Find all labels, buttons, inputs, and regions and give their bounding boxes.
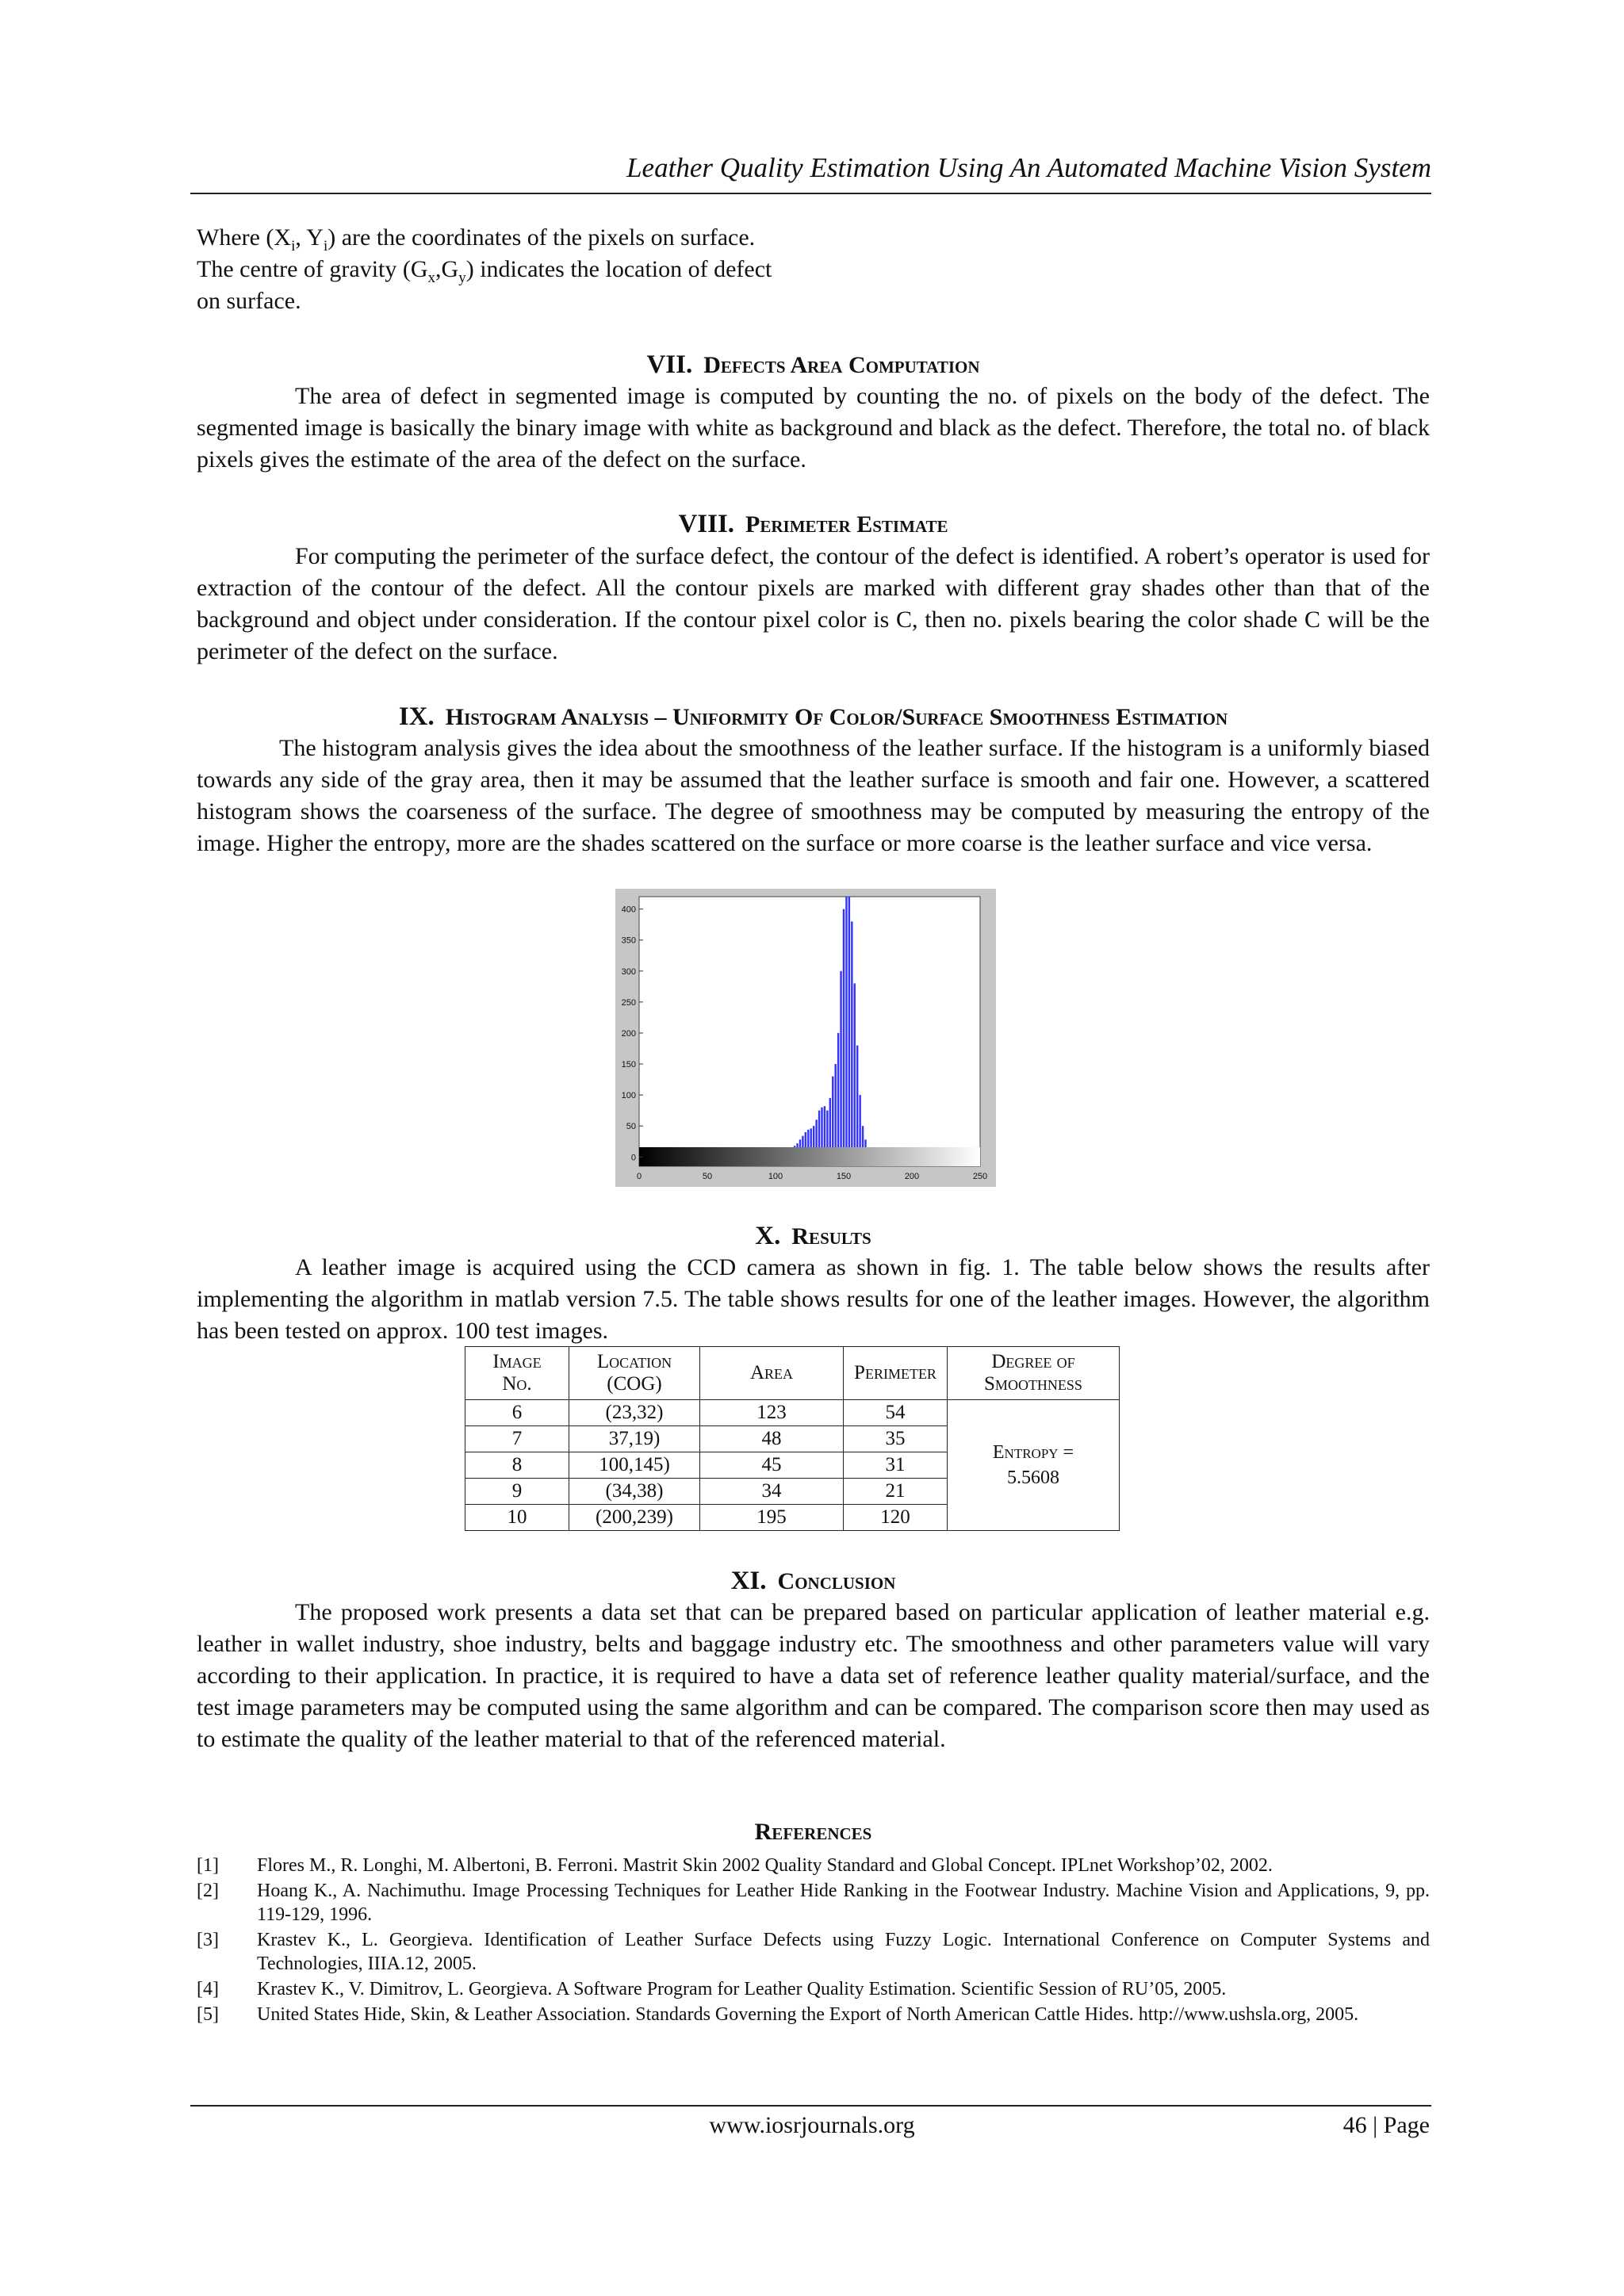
y-tick-label: 250 (621, 997, 636, 1008)
intro-paragraph (197, 222, 1430, 317)
table-row (465, 1400, 1120, 1426)
histogram-bar (837, 1033, 839, 1157)
references-list (197, 1854, 1430, 2028)
histogram-bar (834, 1064, 836, 1157)
cell-perimeter: 54 (844, 1400, 948, 1426)
reference-item: [5] United States Hide, Skin, & Leather Association. Standards Governing the Export of North American Cattle Hides. http://www.ushsla.org, 2005. (197, 2004, 1359, 2025)
cell-area: 123 (700, 1400, 844, 1426)
footer-url: www.iosrjournals.org (709, 2112, 915, 2138)
histogram-bar (845, 897, 847, 1157)
intro-line-1: Where ($X_i$, $Y_i$) are the coordinates of the pixels on surface. (197, 224, 756, 254)
references-heading: References (754, 1819, 872, 1845)
cell-location: (34,38) (569, 1479, 700, 1505)
plot-area (639, 897, 980, 1166)
y-tick-label: 100 (621, 1091, 636, 1101)
results-table (465, 1346, 1120, 1531)
y-tick-label: 400 (621, 905, 636, 915)
table-header-row (465, 1347, 1120, 1400)
cell-image: 6 (465, 1400, 569, 1426)
cell-location: 37,19) (569, 1426, 700, 1452)
footer-page-number: 46 | Page (1342, 2112, 1430, 2138)
header-image-no: Image No. (465, 1347, 569, 1400)
section-heading-ix: IX. Histogram Analysis – Uniformity Of Color/Surface Smoothness Estimation (398, 702, 1228, 731)
section-xi-text: The proposed work presents a data set that can be prepared based on particular application of leather material e.g. leather in wallet industry, shoe industry, belts and baggage industry etc. The smoothness and other parameters value will vary according to their application. In practice, it is required to have a data set of reference leather quality material/surface, and the test image parameters may be computed using the same algorithm and can be compared. The comparison score then may used as to estimate the quality of the leather material to that of the referenced material. (197, 1599, 1430, 1752)
histogram-bar (843, 909, 845, 1158)
cell-image: 10 (465, 1505, 569, 1531)
histogram-bar (832, 1077, 833, 1158)
x-tick-label: 150 (836, 1172, 852, 1181)
cell-location: (23,32) (569, 1400, 700, 1426)
header-area: Area (700, 1347, 844, 1400)
header-smoothness: Degree of Smoothness (948, 1347, 1120, 1400)
histogram-chart (615, 889, 996, 1187)
reference-item: [2] Hoang K., A. Nachimuthu. Image Processing Techniques for Leather Hide Ranking in the Footwear Industry. Machine Vision and Applications, 9, pp. 119-129, 1996. (197, 1881, 1430, 1925)
cell-entropy: Entropy = 5.5608 (948, 1400, 1120, 1531)
header-perimeter: Perimeter (844, 1347, 948, 1400)
y-tick-label: 300 (621, 966, 636, 977)
header-rule (190, 193, 1431, 194)
y-tick-label: 50 (626, 1122, 636, 1132)
histogram-bar (840, 971, 841, 1157)
histogram-bar (851, 921, 852, 1157)
histogram-figure (615, 889, 996, 1187)
cell-perimeter: 31 (844, 1452, 948, 1479)
reference-item: [1] Flores M., R. Longhi, M. Albertoni, B. Ferroni. Mastrit Skin 2002 Quality Standard and Global Concept. IPLnet Workshop’02, 2002. (197, 1855, 1273, 1876)
header-location: Location (COG) (569, 1347, 700, 1400)
x-axis-ticks (637, 1172, 987, 1181)
section-ix-text: The histogram analysis gives the idea about the smoothness of the leather surface. If the histogram is a uniformly biased towards any side of the gray area, then it may be assumed that the leather surface is smooth and fair one. However, a scattered histogram shows the coarseness of the surface. The degree of smoothness may be computed by measuring the entropy of the image. Higher the entropy, more are the shades scattered on the surface or more coarse is the leather surface and vice versa. (197, 735, 1430, 856)
x-tick-label: 0 (636, 1172, 642, 1181)
section-vii-text: The area of defect in segmented image is computed by counting the no. of pixels on the body of the defect. The segmented image is basically the binary image with white as background and black as the defect. Therefore, the total no. of black pixels gives the estimate of the area of the defect on the surface. (197, 383, 1430, 473)
cell-perimeter: 21 (844, 1479, 948, 1505)
cell-area: 195 (700, 1505, 844, 1531)
cell-perimeter: 35 (844, 1426, 948, 1452)
running-title: Leather Quality Estimation Using An Automated Machine Vision System (626, 152, 1431, 183)
section-heading-viii: VIII. Perimeter Estimate (678, 510, 948, 538)
cell-image: 7 (465, 1426, 569, 1452)
x-tick-label: 100 (768, 1172, 783, 1181)
histogram-bar (856, 1046, 858, 1158)
reference-item: [4] Krastev K., V. Dimitrov, L. Georgieva. A Software Program for Leather Quality Estimation. Scientific Session of RU’05, 2005. (197, 1979, 1227, 1999)
cell-location: (200,239) (569, 1505, 700, 1531)
x-tick-label: 200 (904, 1172, 920, 1181)
footer-rule (190, 2105, 1431, 2107)
reference-item: [3] Krastev K., L. Georgieva. Identification of Leather Surface Defects using Fuzzy Logic. International Conference on Computer Systems and Technologies, IIIA.12, 2005. (197, 1930, 1430, 1974)
y-tick-label: 150 (621, 1060, 636, 1070)
intro-line-3: on surface. (197, 288, 301, 314)
cell-image: 8 (465, 1452, 569, 1479)
x-tick-label: 50 (702, 1172, 713, 1181)
section-heading-xi: XI. Conclusion (730, 1567, 896, 1595)
gray-scale-bar (639, 1147, 980, 1166)
cell-area: 34 (700, 1479, 844, 1505)
section-viii-text: For computing the perimeter of the surface defect, the contour of the defect is identified. A robert’s operator is used for extraction of the contour of the defect. All the contour pixels are marked with different gray shades other than that of the background and object under consideration. If the contour pixel color is C, then no. pixels bearing the color shade C will be the perimeter of the defect on the surface. (197, 543, 1430, 664)
histogram-bar (848, 897, 850, 1157)
y-tick-label: 350 (621, 936, 636, 946)
x-tick-label: 250 (972, 1172, 988, 1181)
cell-location: 100,145) (569, 1452, 700, 1479)
intro-line-2: The centre of gravity $(G_x,G_y)$ indicates the location of defect (197, 256, 772, 286)
y-tick-label: 0 (630, 1153, 636, 1163)
section-heading-vii: VII. Defects Area Computation (646, 350, 980, 379)
cell-area: 48 (700, 1426, 844, 1452)
cell-perimeter: 120 (844, 1505, 948, 1531)
section-heading-x: X. Results (755, 1222, 871, 1250)
histogram-bar (854, 983, 856, 1157)
cell-area: 45 (700, 1452, 844, 1479)
section-x-text: A leather image is acquired using the CCD camera as shown in fig. 1. The table below shows the results after implementing the algorithm in matlab version 7.5. The table shows results for one of the leather images. However, the algorithm has been tested on approx. 100 test images. (197, 1254, 1430, 1344)
cell-image: 9 (465, 1479, 569, 1505)
y-tick-label: 200 (621, 1028, 636, 1039)
